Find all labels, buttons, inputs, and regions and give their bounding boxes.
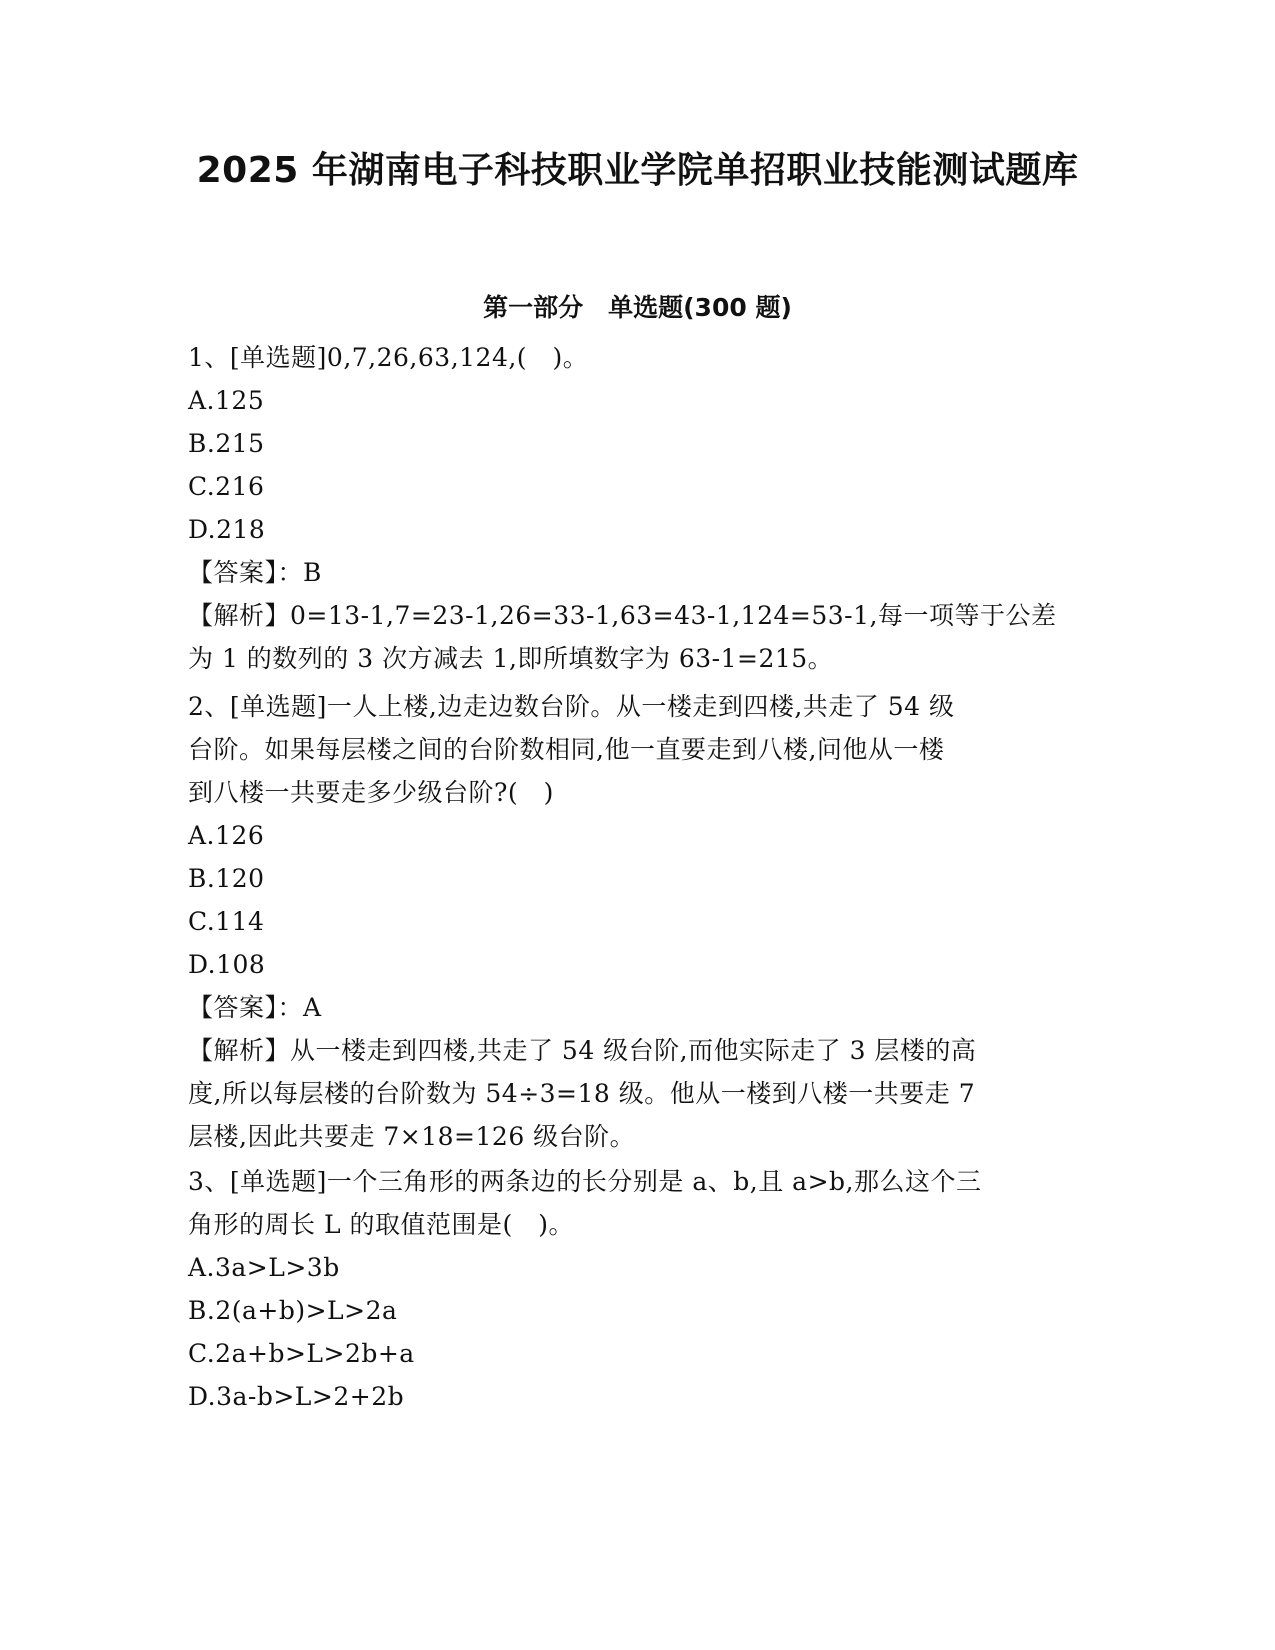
option-a: A.3a>L>3b: [188, 1253, 340, 1282]
option-a: A.125: [188, 386, 265, 415]
option-b: B.215: [188, 429, 265, 458]
analysis-text: 度,所以每层楼的台阶数为 54÷3=18 级。他从一楼到八楼一共要走 7: [188, 1079, 976, 1108]
answer-value: A: [303, 993, 322, 1022]
analysis-text: 0=13-1,7=23-1,26=33-1,63=43-1,124=53-1,每一项等于公差: [290, 601, 1057, 630]
option-b: B.120: [188, 864, 265, 893]
document-title: 2025 年湖南电子科技职业学院单招职业技能测试题库: [196, 150, 1079, 191]
analysis-line: [188, 594, 1088, 637]
question-3: [188, 1160, 1088, 1418]
answer-line: [188, 986, 1088, 1029]
option-c: C.114: [188, 907, 265, 936]
question-stem: 角形的周长 L 的取值范围是( )。: [188, 1210, 575, 1239]
analysis-text: 层楼,因此共要走 7×18=126 级台阶。: [188, 1122, 636, 1151]
analysis-label: 【解析】: [188, 1036, 291, 1065]
analysis-label: 【解析】: [188, 601, 291, 630]
question-stem: 到八楼一共要走多少级台阶?( ): [188, 778, 554, 807]
analysis-text: 为 1 的数列的 3 次方减去 1,即所填数字为 63-1=215。: [188, 644, 834, 673]
question-2: [188, 685, 1088, 1158]
question-stem: 3、[单选题]一个三角形的两条边的长分别是 a、b,且 a>b,那么这个三: [188, 1167, 982, 1196]
answer-line: [188, 551, 1088, 594]
question-stem: 1、[单选题]0,7,26,63,124,( )。: [188, 343, 589, 372]
option-d: D.3a-b>L>2+2b: [188, 1382, 405, 1411]
option-d: D.218: [188, 515, 266, 544]
question-stem: 2、[单选题]一人上楼,边走边数台阶。从一楼走到四楼,共走了 54 级: [188, 692, 955, 721]
question-stem: 台阶。如果每层楼之间的台阶数相同,他一直要走到八楼,问他从一楼: [188, 735, 945, 764]
option-a: A.126: [188, 821, 265, 850]
answer-label: 【答案】：: [188, 993, 304, 1022]
answer-label: 【答案】：: [188, 558, 304, 587]
option-d: D.108: [188, 950, 266, 979]
option-b: B.2(a+b)>L>2a: [188, 1296, 398, 1325]
section-title: 第一部分 单选题(300 题): [483, 293, 792, 322]
option-c: C.2a+b>L>2b+a: [188, 1339, 415, 1368]
question-1: [188, 336, 1088, 680]
analysis-line: [188, 1029, 1088, 1072]
answer-value: B: [303, 558, 322, 587]
analysis-text: 从一楼走到四楼,共走了 54 级台阶,而他实际走了 3 层楼的高: [290, 1036, 977, 1065]
option-c: C.216: [188, 472, 265, 501]
